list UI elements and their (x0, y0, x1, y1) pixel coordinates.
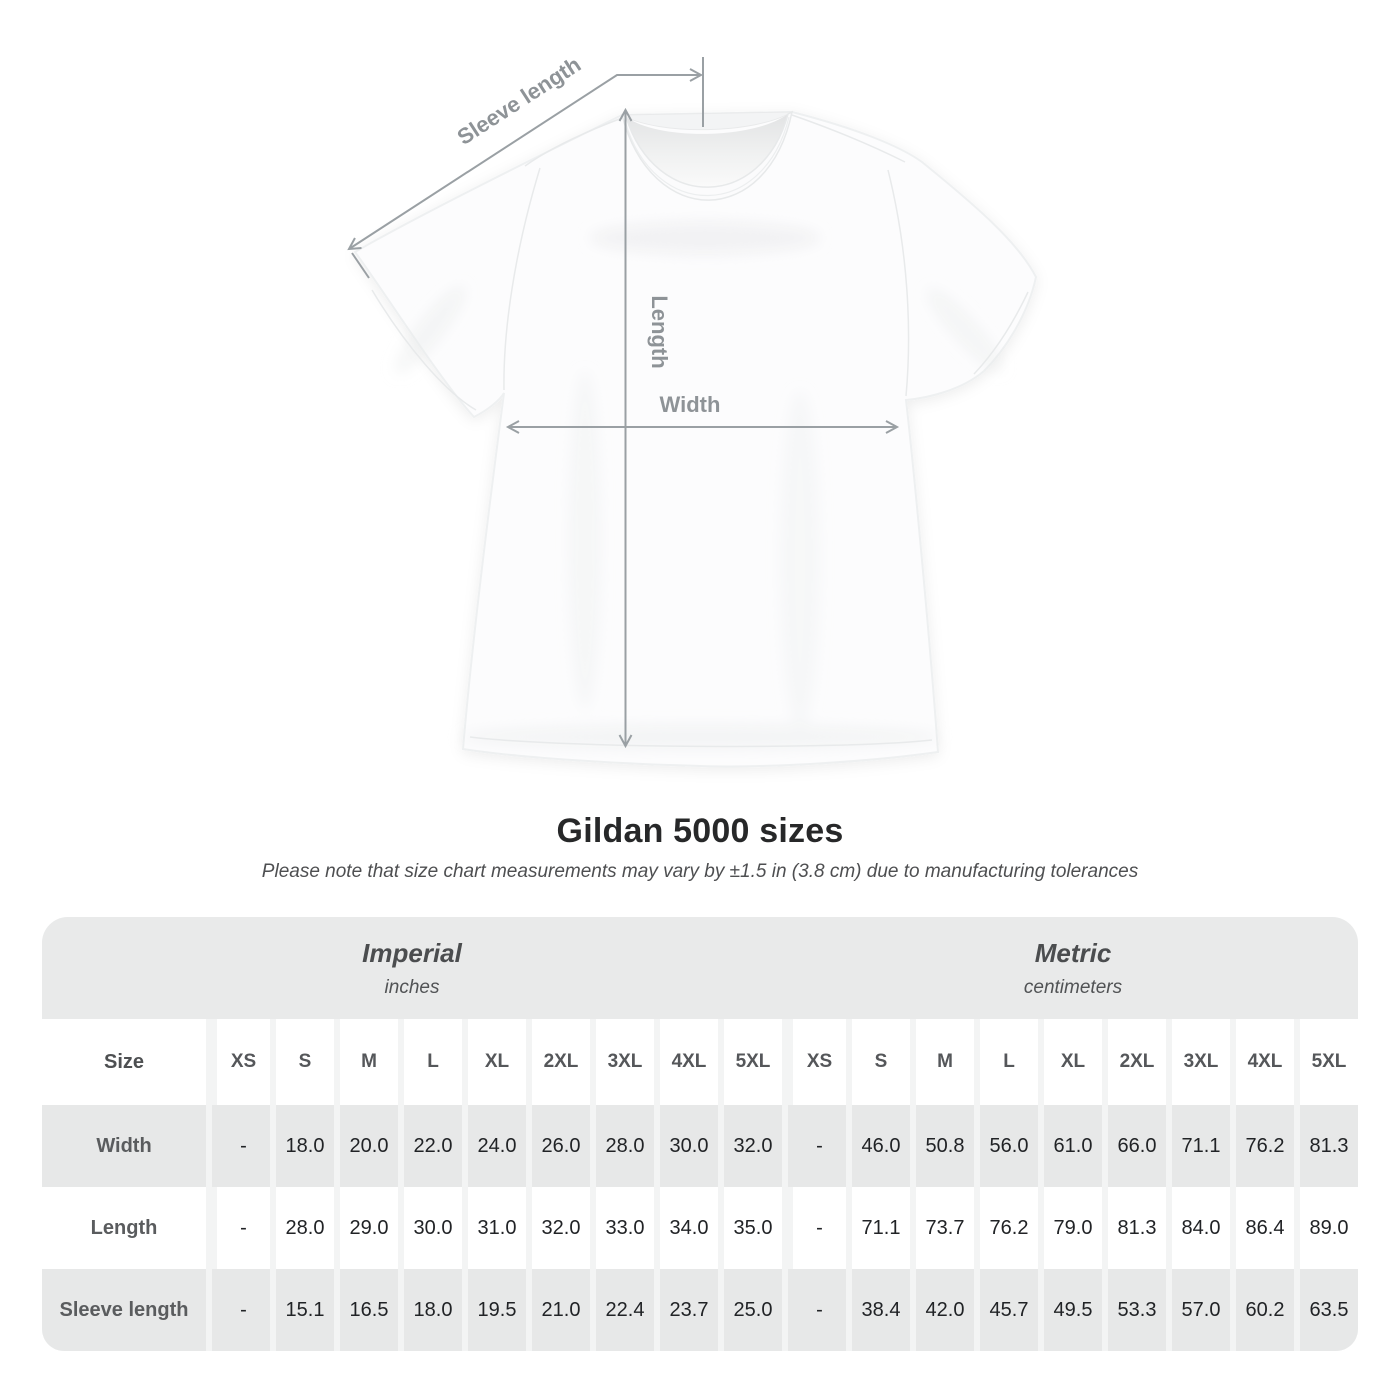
cell-length-imp-xs: - (212, 1187, 270, 1269)
cell-width-imp-xs: - (212, 1105, 270, 1187)
metric-label: Metric (1034, 937, 1112, 968)
cell-width-imp-4xl: 30.0 (660, 1105, 718, 1187)
cell-width-met-2xl: 66.0 (1108, 1105, 1166, 1187)
cell-length-met-l: 76.2 (980, 1187, 1038, 1269)
size-column-header: Size (42, 1019, 206, 1105)
tshirt-body (355, 112, 1036, 766)
length-label: Length (647, 295, 672, 369)
width-label: Width (659, 392, 721, 417)
cell-length-imp-4xl: 34.0 (660, 1187, 718, 1269)
cell-length-met-2xl: 81.3 (1108, 1187, 1166, 1269)
size-header-imperial-m: M (340, 1019, 398, 1105)
size-header-metric-xs: XS (788, 1019, 846, 1105)
cell-length-imp-m: 29.0 (340, 1187, 398, 1269)
cell-sleeve-imp-5xl: 25.0 (724, 1269, 782, 1351)
size-header-imperial-xl: XL (468, 1019, 526, 1105)
cell-length-imp-2xl: 32.0 (532, 1187, 590, 1269)
cell-sleeve-imp-2xl: 21.0 (532, 1269, 590, 1351)
cell-sleeve-imp-xs: - (212, 1269, 270, 1351)
size-header-metric-2xl: 2XL (1108, 1019, 1166, 1105)
size-header-metric-xl: XL (1044, 1019, 1102, 1105)
table-row-width (42, 1105, 1358, 1187)
cell-sleeve-imp-m: 16.5 (340, 1269, 398, 1351)
imperial-group-header (42, 938, 782, 999)
cell-width-met-3xl: 71.1 (1172, 1105, 1230, 1187)
sleeve-length-label: Sleeve length (452, 51, 586, 150)
cell-length-met-s: 71.1 (852, 1187, 910, 1269)
size-header-imperial-xs: XS (212, 1019, 270, 1105)
cell-sleeve-imp-3xl: 22.4 (596, 1269, 654, 1351)
cell-sleeve-met-xl: 49.5 (1044, 1269, 1102, 1351)
cell-sleeve-met-l: 45.7 (980, 1269, 1038, 1351)
cell-width-imp-2xl: 26.0 (532, 1105, 590, 1187)
cell-length-met-5xl: 89.0 (1300, 1187, 1358, 1269)
cell-width-imp-3xl: 28.0 (596, 1105, 654, 1187)
cell-width-met-4xl: 76.2 (1236, 1105, 1294, 1187)
size-header-imperial-3xl: 3XL (596, 1019, 654, 1105)
page-title: Gildan 5000 sizes (556, 812, 844, 850)
cell-sleeve-met-m: 42.0 (916, 1269, 974, 1351)
size-header-imperial-4xl: 4XL (660, 1019, 718, 1105)
cell-width-imp-m: 20.0 (340, 1105, 398, 1187)
size-chart-table (42, 917, 1358, 1351)
size-header-metric-m: M (916, 1019, 974, 1105)
cell-width-imp-5xl: 32.0 (724, 1105, 782, 1187)
cell-width-met-xl: 61.0 (1044, 1105, 1102, 1187)
cell-width-met-m: 50.8 (916, 1105, 974, 1187)
cell-width-imp-l: 22.0 (404, 1105, 462, 1187)
cell-width-imp-xl: 24.0 (468, 1105, 526, 1187)
size-header-imperial-2xl: 2XL (532, 1019, 590, 1105)
cell-sleeve-met-xs: - (788, 1269, 846, 1351)
cell-length-imp-s: 28.0 (276, 1187, 334, 1269)
cell-sleeve-imp-xl: 19.5 (468, 1269, 526, 1351)
chart-heading (0, 812, 1400, 883)
row-label: Width (42, 1105, 206, 1187)
row-label: Sleeve length (42, 1269, 206, 1351)
cell-sleeve-met-2xl: 53.3 (1108, 1269, 1166, 1351)
cell-width-imp-s: 18.0 (276, 1105, 334, 1187)
cell-width-met-l: 56.0 (980, 1105, 1038, 1187)
cell-length-imp-3xl: 33.0 (596, 1187, 654, 1269)
cell-length-imp-l: 30.0 (404, 1187, 462, 1269)
cell-sleeve-imp-4xl: 23.7 (660, 1269, 718, 1351)
cell-sleeve-met-5xl: 63.5 (1300, 1269, 1358, 1351)
size-header-imperial-s: S (276, 1019, 334, 1105)
cell-sleeve-met-3xl: 57.0 (1172, 1269, 1230, 1351)
cell-length-met-4xl: 86.4 (1236, 1187, 1294, 1269)
size-header-metric-5xl: 5XL (1300, 1019, 1358, 1105)
size-header-metric-3xl: 3XL (1172, 1019, 1230, 1105)
cell-length-met-xl: 79.0 (1044, 1187, 1102, 1269)
imperial-unit: inches (384, 976, 440, 998)
unit-group-band (42, 917, 1358, 1019)
cell-width-met-s: 46.0 (852, 1105, 910, 1187)
table-row-sleeve-length (42, 1269, 1358, 1351)
cell-width-met-xs: - (788, 1105, 846, 1187)
size-header-imperial-5xl: 5XL (724, 1019, 782, 1105)
cell-length-met-m: 73.7 (916, 1187, 974, 1269)
size-header-metric-4xl: 4XL (1236, 1019, 1294, 1105)
cell-sleeve-met-4xl: 60.2 (1236, 1269, 1294, 1351)
size-header-imperial-l: L (404, 1019, 462, 1105)
imperial-label: Imperial (362, 937, 462, 968)
tolerance-note: Please note that size chart measurements may vary by ±1.5 in (3.8 cm) due to manufacturing tolerances (261, 861, 1139, 882)
cell-sleeve-met-s: 38.4 (852, 1269, 910, 1351)
table-row-length (42, 1187, 1358, 1269)
cell-width-met-5xl: 81.3 (1300, 1105, 1358, 1187)
cell-sleeve-imp-s: 15.1 (276, 1269, 334, 1351)
size-header-metric-s: S (852, 1019, 910, 1105)
metric-group-header (788, 938, 1358, 999)
row-label: Length (42, 1187, 206, 1269)
cell-length-imp-5xl: 35.0 (724, 1187, 782, 1269)
cell-length-met-3xl: 84.0 (1172, 1187, 1230, 1269)
metric-unit: centimeters (1023, 976, 1123, 998)
cell-length-imp-xl: 31.0 (468, 1187, 526, 1269)
size-header-row (42, 1019, 1358, 1105)
size-header-metric-l: L (980, 1019, 1038, 1105)
cell-length-met-xs: - (788, 1187, 846, 1269)
tshirt-graphic (355, 112, 1036, 766)
cell-sleeve-imp-l: 18.0 (404, 1269, 462, 1351)
